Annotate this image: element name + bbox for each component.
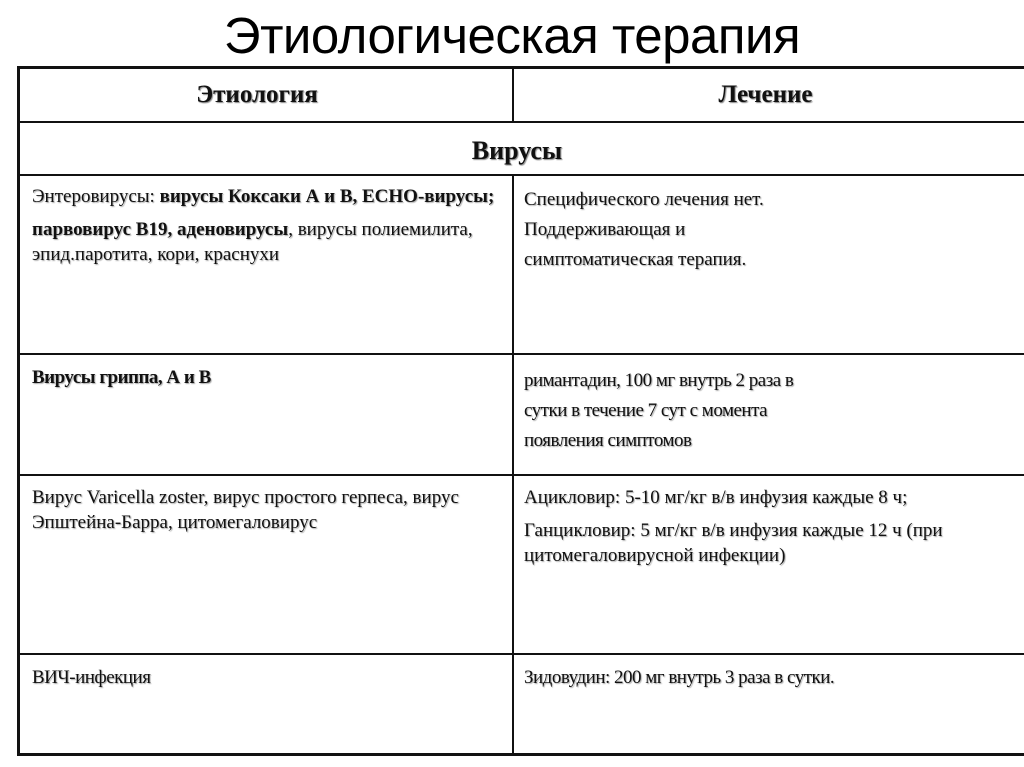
row1-treatment — [514, 176, 1024, 353]
row1-treatment-line: Специфического лечения нет. — [524, 189, 764, 210]
table-row — [20, 355, 1024, 476]
row4-treatment-line: Зидовудин: 200 мг внутрь 3 раза в сутки. — [524, 667, 835, 688]
row3-treatment-line: Ганцикловир: 5 мг/кг в/в инфузия каждые 12 ч (при цитомегаловирусной инфекции) — [524, 520, 943, 566]
row2-etiology-bold: Вирусы гриппа, А и В — [32, 367, 211, 388]
row2-etiology — [20, 355, 514, 474]
row4-etiology — [20, 655, 514, 756]
etiology-therapy-table — [17, 66, 1024, 756]
row3-treatment — [514, 476, 1024, 653]
row3-treatment-line: Ацикловир: 5-10 мг/кг в/в инфузия каждые 8 ч; — [524, 487, 908, 508]
row2-treatment-line: сутки в течение 7 сут с момента — [524, 400, 768, 421]
header-etiology: Этиология — [20, 69, 514, 121]
table-row — [20, 655, 1024, 756]
row4-treatment — [514, 655, 1024, 756]
table-row — [20, 176, 1024, 355]
row1-etiology-text-2: , вирусы полиемилита, эпид.паротита, кори, краснухи — [32, 219, 473, 265]
row4-etiology-text: ВИЧ-инфекция — [32, 667, 151, 688]
row3-etiology — [20, 476, 514, 653]
row2-treatment — [514, 355, 1024, 474]
row1-treatment-line: симптоматическая терапия. — [524, 249, 747, 270]
row3-etiology-text: Вирус Varicella zoster, вирус простого герпеса, вирус Эпштейна-Барра, цитомегаловирус — [32, 487, 459, 533]
header-treatment: Лечение — [718, 81, 813, 108]
slide-title: Этиологическая терапия — [223, 7, 801, 64]
table-header-row — [20, 69, 1024, 123]
row1-etiology — [20, 176, 514, 353]
table-row — [20, 476, 1024, 655]
section-row — [20, 123, 1024, 176]
section-viruses: Вирусы — [471, 136, 563, 165]
row2-treatment-line: римантадин, 100 мг внутрь 2 раза в — [524, 370, 794, 391]
row2-treatment-line: появления симптомов — [524, 430, 692, 451]
row1-etiology-text: Энтеровирусы: — [32, 186, 160, 207]
row1-treatment-line: Поддерживающая и — [524, 219, 686, 240]
row1-etiology-bold: вирусы Коксаки А и В, ЕСНО-вирусы; — [159, 186, 495, 207]
row1-etiology-bold-2: парвовирус В19, аденовирусы — [32, 219, 289, 240]
